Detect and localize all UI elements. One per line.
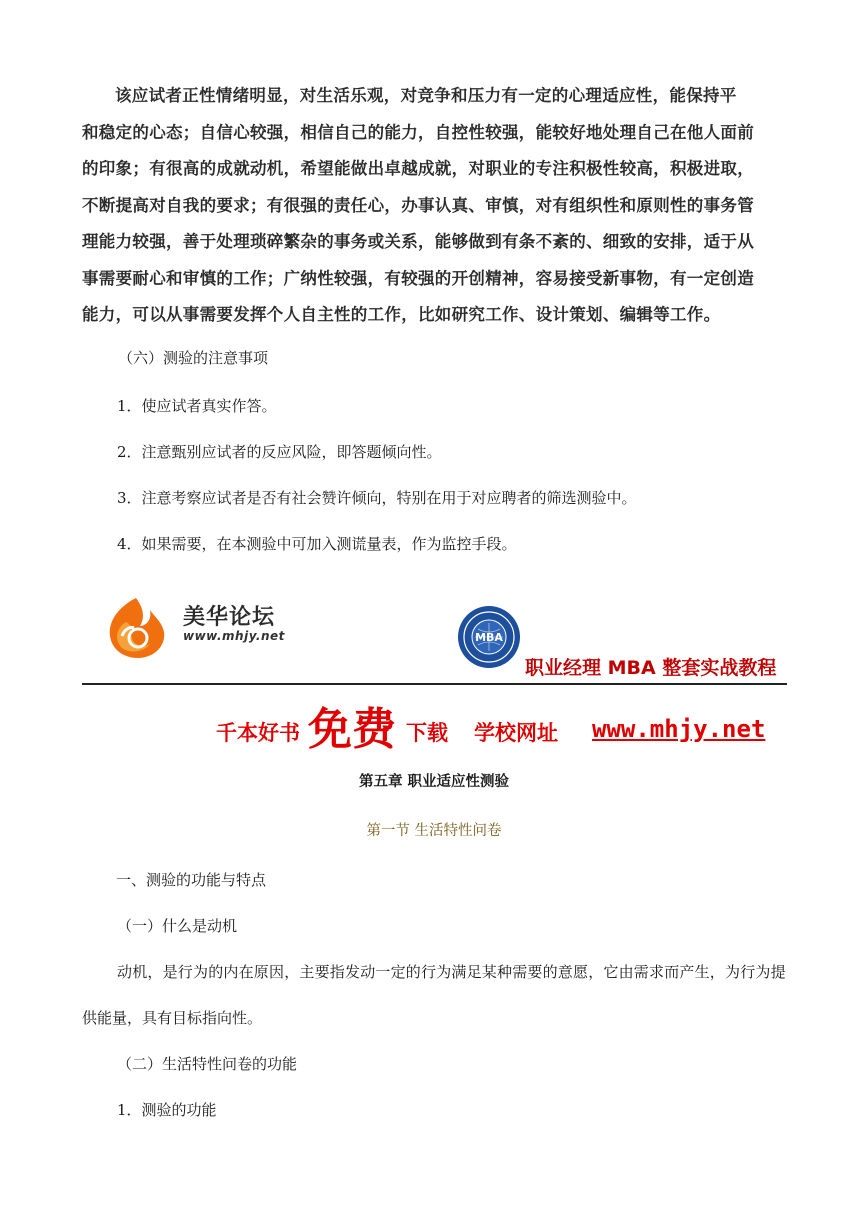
ad-text-download: 下载 bbox=[406, 721, 448, 745]
scanned-line: 能力，可以从事需要发挥个人自主性的工作，比如研究工作、设计策划、编辑等工作。 bbox=[82, 305, 721, 324]
heading-level3: 1．测验的功能 bbox=[117, 1101, 217, 1119]
notes-item: 3．注意考察应试者是否有社会赞许倾向，特别在用于对应聘者的筛选测验中。 bbox=[117, 489, 637, 507]
mba-course-title: 职业经理 MBA 整套实战教程 bbox=[525, 657, 777, 679]
notes-item: 4．如果需要，在本测验中可加入测谎量表，作为监控手段。 bbox=[117, 535, 517, 553]
notes-item: 2．注意甄别应试者的反应风险，即答题倾向性。 bbox=[117, 443, 442, 461]
ad-text-school-site: 学校网址 bbox=[474, 721, 558, 745]
ad-text-books: 千本好书 bbox=[216, 721, 300, 745]
heading-level2: （一）什么是动机 bbox=[117, 917, 238, 935]
forum-logo-url: www.mhjy.net bbox=[183, 629, 285, 643]
section-title: 第一节 生活特性问卷 bbox=[366, 823, 502, 839]
heading-level1: 一、测验的功能与特点 bbox=[116, 871, 267, 889]
notes-heading: （六）测验的注意事项 bbox=[118, 349, 269, 367]
mba-seal-text: MBA bbox=[475, 631, 503, 644]
scanned-paragraph bbox=[82, 78, 782, 334]
banner-divider bbox=[82, 683, 787, 685]
chapter-title: 第五章 职业适应性测验 bbox=[358, 774, 510, 790]
scanned-line: 事需要耐心和审慎的工作；广纳性较强，有较强的开创精神，容易接受新事物，有一定创造 bbox=[82, 268, 754, 288]
scanned-line: 不断提高对自我的要求；有很强的责任心，办事认真、审慎，对有组织性和原则性的事务管 bbox=[82, 195, 754, 215]
scanned-line: 理能力较强，善于处理琐碎繁杂的事务或关系，能够做到有条不紊的、细致的安排，适于从 bbox=[82, 232, 754, 251]
forum-logo-name: 美华论坛 bbox=[183, 605, 276, 630]
body-paragraph-line: 动机，是行为的内在原因，主要指发动一定的行为满足某种需要的意愿，它由需求而产生，为行为提 bbox=[117, 963, 786, 981]
heading-level2: （二）生活特性问卷的功能 bbox=[117, 1055, 298, 1073]
ad-text-free: 免费 bbox=[308, 704, 396, 755]
scanned-line: 的印象；有很高的成就动机，希望能做出卓越成就，对职业的专注积极性较高，积极进取， bbox=[82, 159, 754, 178]
ad-site-link[interactable]: www.mhjy.net bbox=[592, 715, 766, 743]
scanned-line: 该应试者正性情绪明显，对生活乐观，对竞争和压力有一定的心理适应性，能保持平 bbox=[115, 86, 737, 105]
body-paragraph-line: 供能量，具有目标指向性。 bbox=[82, 1009, 263, 1027]
notes-item: 1．使应试者真实作答。 bbox=[117, 397, 277, 415]
mba-seal-icon bbox=[457, 605, 521, 669]
flame-logo-icon bbox=[100, 596, 172, 660]
scanned-line: 和稳定的心态；自信心较强，相信自己的能力，自控性较强，能较好地处理自己在他人面前 bbox=[82, 122, 754, 142]
